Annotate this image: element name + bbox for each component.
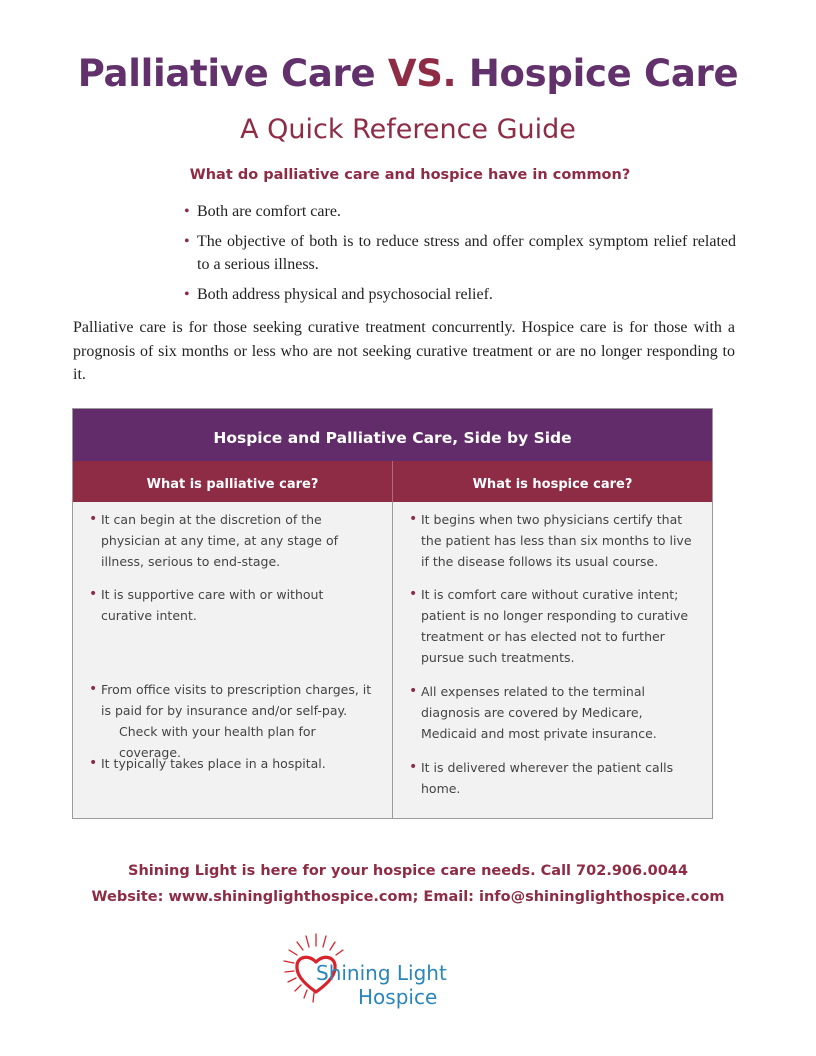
- logo-line-1: Shining Light: [316, 961, 447, 985]
- page-subtitle: A Quick Reference Guide: [240, 114, 576, 145]
- common-bullet: • The objective of both is to reduce stress and offer complex symptom relief related to a serious illness.: [184, 230, 736, 276]
- table-body: [73, 502, 712, 818]
- title-vs: VS.: [387, 52, 457, 95]
- palliative-item: • It is supportive care with or without curative intent.: [89, 584, 378, 626]
- hospice-item: • It is comfort care without curative intent; patient is no longer responding to curative treatment or has elected not to further pursue such treatments.: [409, 584, 698, 668]
- hospice-item: • It is delivered wherever the patient calls home.: [409, 757, 698, 799]
- common-bullet: • Both are comfort care.: [184, 200, 736, 223]
- intro-paragraph: Palliative care is for those seeking curative treatment concurrently. Hospice care is for those with a prognosis of six months or less who are not seeking curative treatment or are no longer responding to it.: [73, 319, 735, 383]
- common-question: What do palliative care and hospice have in common?: [189, 167, 631, 183]
- logo: [280, 930, 460, 1010]
- footer-contact-call: Shining Light is here for your hospice care needs. Call 702.906.0044: [128, 863, 688, 879]
- title-hospice: Hospice Care: [456, 52, 739, 95]
- palliative-column: [73, 502, 393, 818]
- footer-contact-web: Website: www.shininglighthospice.com; Email: info@shininglighthospice.com: [91, 889, 725, 905]
- column-headers: [73, 461, 712, 502]
- palliative-column-header: What is palliative care?: [73, 461, 393, 502]
- palliative-item: • It typically takes place in a hospital.: [89, 753, 378, 774]
- coverage-note: Check with your health plan for coverage.: [119, 724, 316, 760]
- palliative-item: • It can begin at the discretion of the physician at any time, at any stage of illness, serious to end-stage.: [89, 509, 378, 572]
- hospice-item: • All expenses related to the terminal diagnosis are covered by Medicare, Medicaid and most private insurance.: [409, 681, 698, 744]
- common-bullet-list: [184, 200, 736, 313]
- table-title: Hospice and Palliative Care, Side by Side: [73, 409, 712, 461]
- hospice-column: [393, 502, 712, 818]
- palliative-item-text: From office visits to prescription charges, it is paid for by insurance and/or self-pay.: [101, 682, 372, 718]
- logo-line-2: Hospice: [358, 985, 438, 1009]
- palliative-item: [89, 679, 378, 763]
- hospice-column-header: What is hospice care?: [472, 477, 633, 492]
- hospice-item: • It begins when two physicians certify that the patient has less than six months to live if the disease follows its usual course.: [409, 509, 698, 572]
- title-palliative: Palliative Care: [77, 52, 388, 95]
- comparison-table: [72, 408, 713, 819]
- page-title: [0, 52, 816, 95]
- common-bullet: • Both address physical and psychosocial relief.: [184, 283, 736, 306]
